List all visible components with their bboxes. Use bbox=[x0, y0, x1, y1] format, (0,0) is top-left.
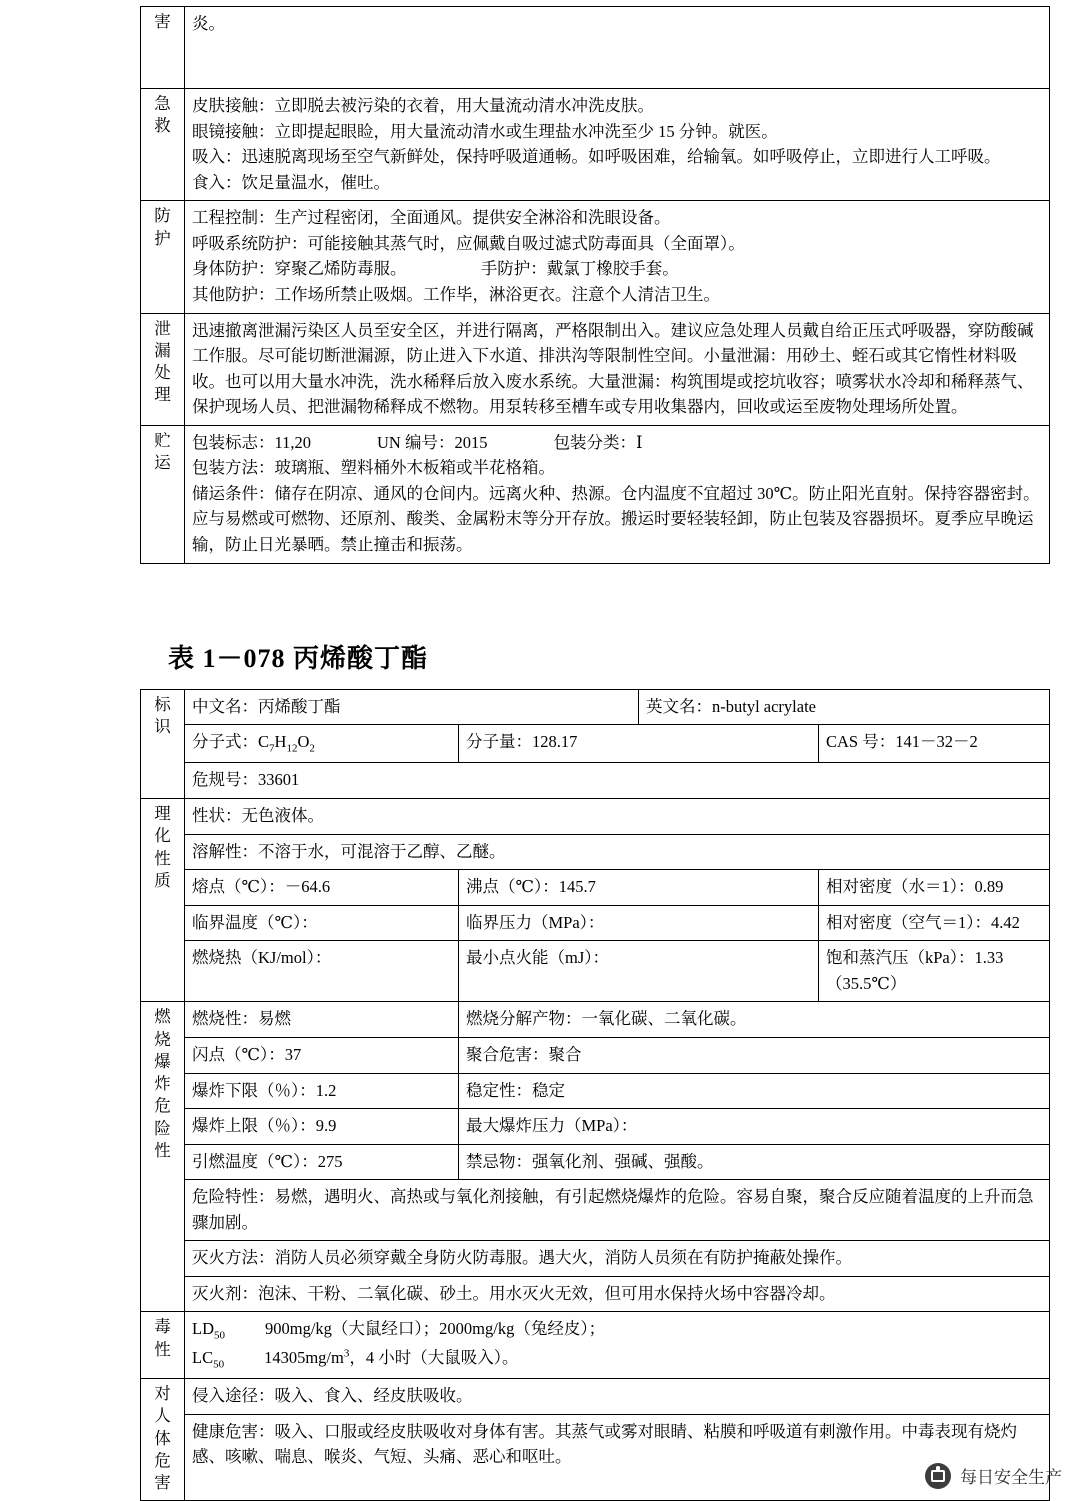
table-row bbox=[141, 870, 1050, 906]
cell-critical-pressure: 临界压力（MPa）： bbox=[459, 905, 819, 941]
substance-datasheet-table bbox=[140, 689, 1050, 1501]
label-text-4: 质 bbox=[154, 870, 171, 890]
cell-flammability: 燃烧性：易燃 bbox=[185, 1002, 459, 1038]
table-row bbox=[141, 1276, 1050, 1312]
label-text-1: 防 bbox=[154, 206, 171, 226]
table-row bbox=[141, 89, 1050, 201]
label-text-3: 性 bbox=[154, 848, 171, 868]
cell-critical-temperature: 临界温度（℃）： bbox=[185, 905, 459, 941]
table-row bbox=[141, 834, 1050, 870]
content-line: 包装标志：11,20 UN 编号：2015 包装分类：Ⅰ bbox=[192, 432, 643, 452]
row-content-leak-handling bbox=[185, 313, 1050, 425]
content-line: 工程控制：生产过程密闭，全面通风。提供安全淋浴和洗眼设备。 bbox=[192, 208, 671, 228]
document-page bbox=[0, 6, 1080, 1501]
row-content-protection bbox=[185, 201, 1050, 313]
row-label-identification bbox=[141, 689, 185, 798]
table-row bbox=[141, 763, 1050, 799]
field-value: $C_7H_{12}O_2$ bbox=[258, 732, 315, 755]
cell-lower-explosion-limit: 爆炸下限（％）：1.2 bbox=[185, 1073, 459, 1109]
cell-upper-explosion-limit: 爆炸上限（％）：9.9 bbox=[185, 1109, 459, 1145]
content-line: 迅速撤离泄漏污染区人员至安全区，并进行隔离，严格限制出入。建议应急处理人员戴自给正压式呼吸器，穿防酸碱工作服。尽可能切断泄漏源，防止进入下水道、排洪沟等限制性空间。小量泄漏：用砂土、蛭石或其它惰性材料吸收。也可以用大量水冲洗，洗水稀释后放入废水系统。大量泄漏：构筑围堤或挖坑收容；喷雾状水冷却和稀释蒸气、保护现场人员、把泄漏物稀释成不燃物。用泵转移至槽车或专用收集器内，回收或运至废物处理场所处置。 bbox=[192, 320, 1034, 417]
cell-combustion-heat: 燃烧热（KJ/mol）： bbox=[185, 941, 459, 1002]
label-text-2: 识 bbox=[154, 716, 171, 736]
label-text-7: 性 bbox=[154, 1141, 171, 1160]
label-text-1: 贮 bbox=[154, 430, 171, 450]
cell-polymerization-hazard: 聚合危害：聚合 bbox=[459, 1037, 1050, 1073]
content-line: 其他防护：工作场所禁止吸烟。工作毕，淋浴更衣。注意个人清洁卫生。 bbox=[192, 284, 720, 304]
content-line: 呼吸系统防护：可能接触其蒸气时，应佩戴自吸过滤式防毒面具（全面罩）。 bbox=[192, 233, 745, 253]
label-text-1: 泄 bbox=[154, 318, 171, 338]
table-row bbox=[141, 425, 1050, 563]
content-line: 炎。 bbox=[192, 14, 225, 33]
label-text-2: 护 bbox=[154, 228, 171, 248]
field-key: 分子量： bbox=[466, 732, 532, 752]
label-text-4: 理 bbox=[154, 385, 171, 405]
cell-melting-point: 熔点（℃）：－64.6 bbox=[185, 870, 459, 906]
field-value: 128.17 bbox=[532, 732, 578, 752]
table-row bbox=[141, 1312, 1050, 1379]
table-row bbox=[141, 725, 1050, 763]
cell-relative-density-water: 相对密度（水＝1）：0.89 bbox=[819, 870, 1050, 906]
row-label-human-health-hazard bbox=[141, 1379, 185, 1501]
row-label-fire-explosion-hazard bbox=[141, 1002, 185, 1312]
ld50-line: $LD_{50}$ 900mg/kg（大鼠经口）；2000mg/kg（兔经皮）； bbox=[192, 1319, 606, 1342]
label-text-6: 险 bbox=[154, 1118, 171, 1138]
cell-min-ignition-energy: 最小点火能（mJ）： bbox=[459, 941, 819, 1002]
hazard-continuation-table bbox=[140, 6, 1050, 564]
label-text-1: 急 bbox=[154, 94, 171, 113]
table-row bbox=[141, 1180, 1050, 1241]
label-text-2: 运 bbox=[154, 453, 171, 473]
cell-solubility: 溶解性：不溶于水，可混溶于乙醇、乙醚。 bbox=[185, 834, 1050, 870]
row-label-first-aid bbox=[141, 89, 185, 201]
cell-molecular-formula bbox=[185, 725, 459, 763]
label-text-3: 体 bbox=[154, 1428, 171, 1448]
cell-incompatible-substances: 禁忌物：强氧化剂、强碱、强酸。 bbox=[459, 1144, 1050, 1180]
content-line: 皮肤接触：立即脱去被污染的衣着，用大量流动清水冲洗皮肤。 bbox=[192, 96, 654, 115]
cell-fire-fighting-method: 灭火方法：消防人员必须穿戴全身防火防毒服。遇大火，消防人员须在有防护掩蔽处操作。 bbox=[185, 1241, 1050, 1277]
field-value: 33601 bbox=[258, 770, 300, 790]
row-label-physical-properties bbox=[141, 799, 185, 1002]
label-text-3: 处 bbox=[154, 363, 171, 383]
table-row bbox=[141, 1109, 1050, 1145]
cell-toxicity-values bbox=[185, 1312, 1050, 1379]
row-label-toxicity bbox=[141, 1312, 185, 1379]
page-title: 表 1－078 丙烯酸丁酯 bbox=[168, 643, 429, 673]
content-line: 身体防护：穿聚乙烯防毒服。 手防护：戴氯丁橡胶手套。 bbox=[192, 259, 679, 279]
label-text-2: 漏 bbox=[154, 340, 171, 360]
row-content-hazard bbox=[185, 7, 1050, 89]
table-row bbox=[141, 905, 1050, 941]
row-content-first-aid bbox=[185, 89, 1050, 201]
label-text-2: 救 bbox=[154, 116, 171, 136]
content-line: 吸入：迅速脱离现场至空气新鲜处，保持呼吸道通畅。如呼吸困难，给输氧。如呼吸停止，立即进行人工呼吸。 bbox=[192, 147, 1001, 167]
table-row bbox=[141, 7, 1050, 89]
table-row bbox=[141, 1379, 1050, 1415]
table-row bbox=[141, 1073, 1050, 1109]
table-row bbox=[141, 201, 1050, 313]
table-row bbox=[141, 799, 1050, 835]
content-line: 眼镜接触：立即提起眼睑，用大量流动清水或生理盐水冲洗至少 15 分钟。就医。 bbox=[192, 121, 778, 141]
lc50-line: $LC_{50}$ $14305mg/m^3$，4 小时（大鼠吸入）。 bbox=[192, 1347, 519, 1371]
field-key: 分子式： bbox=[192, 732, 258, 752]
content-line: 包装方法：玻璃瓶、塑料桶外木板箱或半花格箱。 bbox=[192, 458, 555, 478]
field-key: 英文名： bbox=[646, 696, 712, 716]
row-label-protection bbox=[141, 201, 185, 313]
label-text-1: 毒 bbox=[154, 1317, 171, 1337]
label-text-1: 标 bbox=[154, 694, 171, 714]
cell-ignition-temperature: 引燃温度（℃）：275 bbox=[185, 1144, 459, 1180]
cell-routes-of-entry: 侵入途径：吸入、食入、经皮肤吸收。 bbox=[185, 1379, 1050, 1415]
label-text-5: 危 bbox=[154, 1096, 171, 1116]
label-text-1: 燃 bbox=[154, 1007, 171, 1027]
table-row bbox=[141, 1241, 1050, 1277]
table-row bbox=[141, 313, 1050, 425]
table-row bbox=[141, 1002, 1050, 1038]
cell-decomposition-products: 燃烧分解产物：一氧化碳、二氧化碳。 bbox=[459, 1002, 1050, 1038]
content-line: 储运条件：储存在阴凉、通风的仓间内。远离火种、热源。仓内温度不宜超过 30℃。防止阳光直射。保持容器密封。应与易燃或可燃物、还原剂、酸类、金属粉末等分开存放。搬运时要轻装轻卸，防止包装及容器损坏。夏季应早晚运输，防止日光暴晒。禁止撞击和振荡。 bbox=[192, 483, 1040, 554]
cell-hazard-characteristics: 危险特性：易燃，遇明火、高热或与氧化剂接触，有引起燃烧爆炸的危险。容易自聚，聚合反应随着温度的上升而急骤加剧。 bbox=[185, 1180, 1050, 1241]
row-label-leak-handling bbox=[141, 313, 185, 425]
cell-health-hazard: 健康危害：吸入、口服或经皮肤吸收对身体有害。其蒸气或雾对眼睛、粘膜和呼吸道有刺激作用。中毒表现有烧灼感、咳嗽、喘息、喉炎、气短、头痛、恶心和呕吐。 bbox=[185, 1414, 1050, 1500]
label-text-1: 理 bbox=[154, 804, 171, 824]
label-text-2: 人 bbox=[154, 1406, 171, 1426]
watermark bbox=[925, 1463, 1062, 1489]
label-text-3: 爆 bbox=[154, 1051, 171, 1071]
cell-flash-point: 闪点（℃）：37 bbox=[185, 1037, 459, 1073]
label-text-4: 危 bbox=[154, 1450, 171, 1470]
table-row bbox=[141, 1144, 1050, 1180]
cell-relative-density-air: 相对密度（空气＝1）：4.42 bbox=[819, 905, 1050, 941]
table-row bbox=[141, 941, 1050, 1002]
field-value: n-butyl acrylate bbox=[712, 696, 816, 716]
row-label-hazard bbox=[141, 7, 185, 89]
cell-boiling-point: 沸点（℃）：145.7 bbox=[459, 870, 819, 906]
cell-vapor-pressure: 饱和蒸汽压（kPa）：1.33（35.5℃） bbox=[819, 941, 1050, 1002]
label-text: 害 bbox=[154, 12, 171, 31]
field-key: CAS 号： bbox=[826, 732, 896, 752]
label-text-2: 烧 bbox=[154, 1029, 171, 1049]
cell-extinguishing-agent: 灭火剂：泡沫、干粉、二氧化碳、砂土。用水灭火无效，但可用水保持火场中容器冷却。 bbox=[185, 1276, 1050, 1312]
row-content-storage-transport bbox=[185, 425, 1050, 563]
label-text-5: 害 bbox=[154, 1473, 171, 1493]
cell-max-explosion-pressure: 最大爆炸压力（MPa）： bbox=[459, 1109, 1050, 1145]
cell-english-name bbox=[639, 689, 1050, 725]
field-value: 丙烯酸丁酯 bbox=[258, 696, 341, 716]
table-row bbox=[141, 1037, 1050, 1073]
camera-icon bbox=[925, 1463, 951, 1489]
cell-chinese-name bbox=[185, 689, 639, 725]
watermark-label: 每日安全生产 bbox=[960, 1468, 1062, 1488]
table-row bbox=[141, 689, 1050, 725]
field-key: 危规号： bbox=[192, 770, 258, 790]
field-value: 141－32－2 bbox=[895, 732, 978, 752]
label-text-2: 性 bbox=[154, 1339, 171, 1359]
label-text-2: 化 bbox=[154, 826, 171, 846]
cell-appearance: 性状：无色液体。 bbox=[185, 799, 1050, 835]
field-key: 中文名： bbox=[192, 696, 258, 716]
cell-stability: 稳定性：稳定 bbox=[459, 1073, 1050, 1109]
cell-danger-regulation-number bbox=[185, 763, 1050, 799]
label-text-1: 对 bbox=[154, 1384, 171, 1404]
label-text-4: 炸 bbox=[154, 1074, 171, 1094]
table-row bbox=[141, 1414, 1050, 1500]
content-line: 食入：饮足量温水，催吐。 bbox=[192, 172, 390, 192]
row-label-storage-transport bbox=[141, 425, 185, 563]
cell-cas-number bbox=[819, 725, 1050, 763]
cell-molecular-weight bbox=[459, 725, 819, 763]
